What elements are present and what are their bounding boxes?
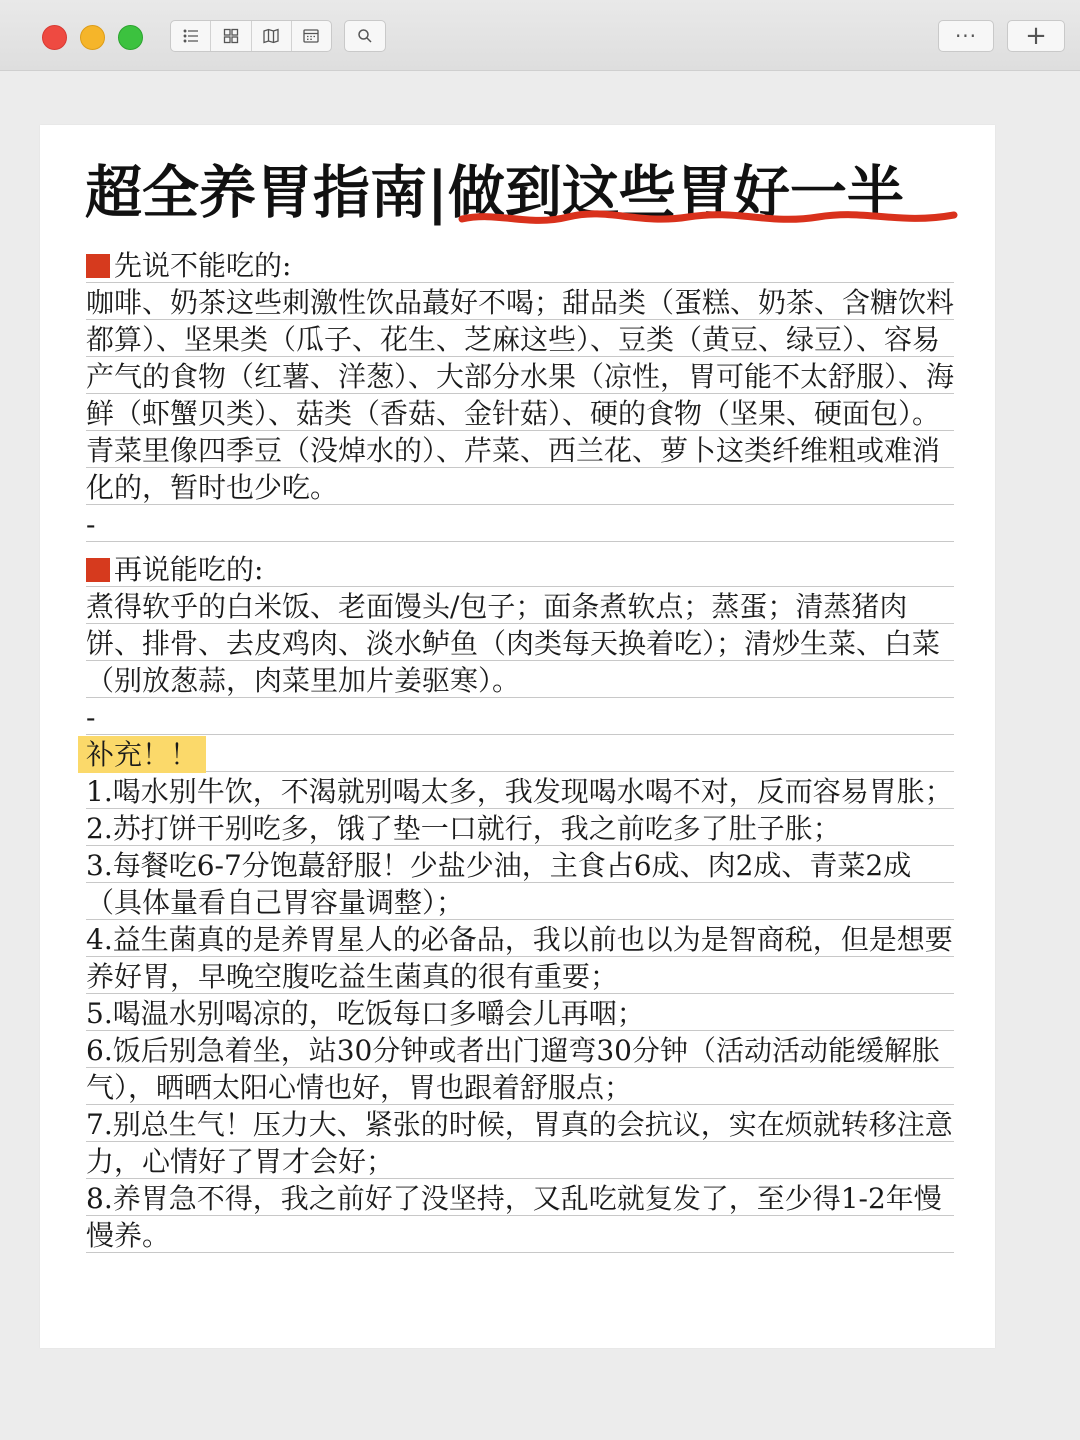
more-icon: ··· [954, 24, 978, 48]
close-window-button[interactable] [42, 25, 67, 50]
list-view-button[interactable] [171, 21, 211, 51]
more-options-button[interactable] [938, 20, 994, 52]
list-item: 4.益生菌真的是养胃星人的必备品，我以前也以为是智商税，但是想要养好胃，早晚空腹吃益生菌真的很有重要； [86, 923, 953, 993]
window-titlebar [0, 0, 1080, 71]
calendar-icon [302, 27, 320, 45]
search-button[interactable] [344, 20, 386, 52]
heading-text: 再说能吃的: [114, 553, 264, 586]
section-heading [86, 247, 954, 284]
red-square-icon [86, 558, 110, 582]
list-item: 2.苏打饼干别吃多，饿了垫一口就行，我之前吃多了肚子胀； [86, 812, 841, 845]
red-underline-squiggle [458, 205, 958, 231]
calendar-view-button[interactable] [292, 21, 331, 51]
map-view-button[interactable] [252, 21, 292, 51]
list-item: 3.每餐吃6-7分饱蕞舒服！少盐少油，主食占6成、肉2成、青菜2成（具体量看自己胃容量调整）； [86, 849, 912, 919]
list-icon [182, 27, 200, 45]
zoom-window-button[interactable] [118, 25, 143, 50]
section-paragraph: 煮得软乎的白米饭、老面馒头/包子；面条煮软点；蒸蛋；清蒸猪肉饼、排骨、去皮鸡肉、淡水鲈鱼（肉类每天换着吃）；清炒生菜、白菜（别放葱蒜，肉菜里加片姜驱寒）。 [86, 590, 941, 697]
section-heading [86, 736, 954, 773]
list-item: 5.喝温水别喝凉的，吃饭每口多嚼会儿再咽； [86, 997, 645, 1030]
plus-icon: + [1025, 21, 1047, 51]
note-card [40, 125, 995, 1348]
heading-text: 先说不能吃的: [114, 249, 292, 282]
section-not-to-eat [86, 247, 954, 543]
red-square-icon [86, 254, 110, 278]
section-can-eat [86, 551, 954, 736]
note-body[interactable] [86, 247, 954, 1254]
highlighted-heading: 补充！！ [78, 736, 206, 773]
section-paragraph: 咖啡、奶茶这些刺激性饮品蕞好不喝；甜品类（蛋糕、奶茶、含糖饮料都算）、坚果类（瓜子、花生、芝麻这些）、豆类（黄豆、绿豆）、容易产气的食物（红薯、洋葱）、大部分水果（凉性，胃可能不太舒服）、海鲜（虾蟹贝类）、菇类（香菇、金针菇）、硬的食物（坚果、硬面包）。青菜里像四季豆（没焯水的）、芹菜、西兰花、萝卜这类纤维粗或难消化的，暂时也少吃。 [86, 286, 955, 504]
list-item: 8.养胃急不得，我之前好了没坚持，又乱吃就复发了，至少得1-2年慢慢养。 [86, 1182, 942, 1252]
title-part2: 做到这些胃好一半 [447, 160, 904, 226]
title-part1: 超全养胃指南| [85, 160, 448, 226]
section-supplement [86, 736, 954, 1254]
list-item: 6.饭后别急着坐，站30分钟或者出门遛弯30分钟（活动活动能缓解胀气），晒晒太阳心情也好，胃也跟着舒服点； [86, 1034, 940, 1104]
new-note-button[interactable] [1007, 20, 1065, 52]
list-item: 1.喝水别牛饮，不渴就别喝太多，我发现喝水喝不对，反而容易胃胀； [86, 775, 953, 808]
view-mode-switcher [170, 20, 332, 52]
section-heading [86, 551, 954, 588]
grid-icon [222, 27, 240, 45]
separator-dash: - [86, 701, 96, 734]
search-icon [356, 27, 374, 45]
map-icon [262, 27, 280, 45]
separator-dash: - [86, 508, 96, 541]
grid-view-button[interactable] [211, 21, 251, 51]
list-item: 7.别总生气！压力大、紧张的时候，胃真的会抗议，实在烦就转移注意力，心情好了胃才会好； [86, 1108, 953, 1178]
minimize-window-button[interactable] [80, 25, 105, 50]
